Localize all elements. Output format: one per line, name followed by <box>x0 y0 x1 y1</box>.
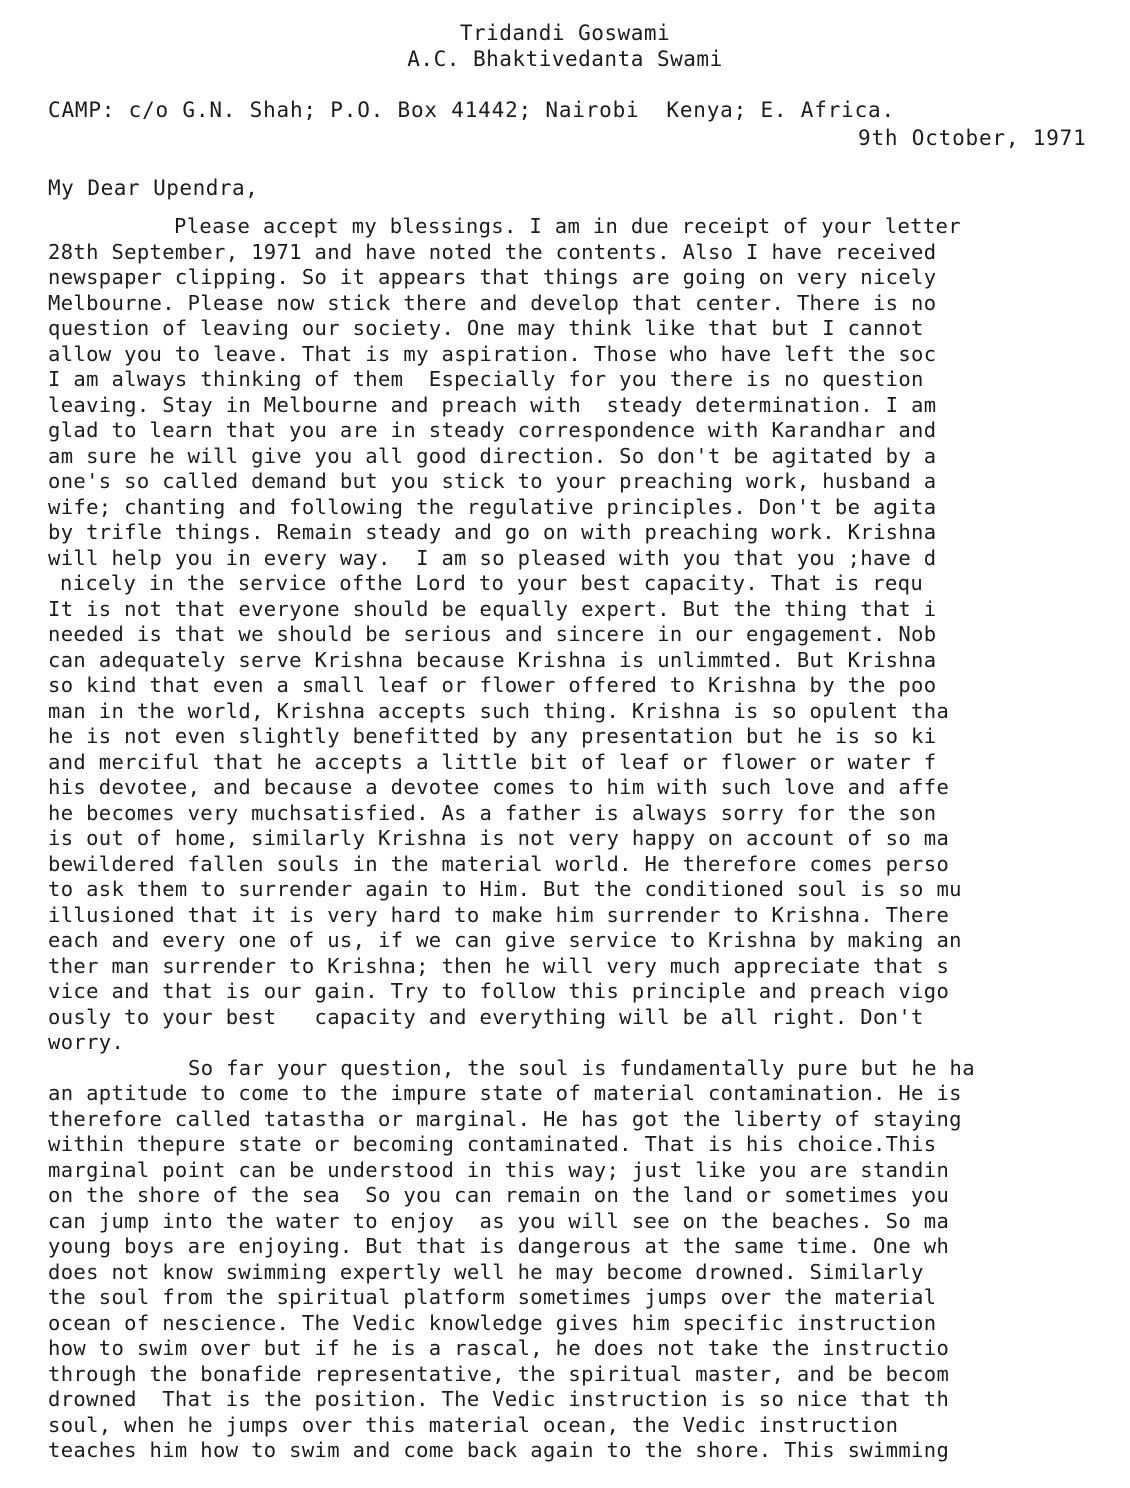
paragraph-line: drowned That is the position. The Vedic instruction is so nice that th <box>48 1387 950 1411</box>
paragraph-line: newspaper clipping. So it appears that things are going on very nicely <box>48 265 937 289</box>
paragraph-line: soul, when he jumps over this material ocean, the Vedic instruction <box>48 1412 899 1437</box>
camp-address: CAMP: c/o G.N. Shah; P.O. Box 41442; Nairobi Kenya; E. Africa. <box>48 98 895 122</box>
paragraph-line: through the bonafide representative, the spiritual master, and be becom <box>48 1361 950 1386</box>
paragraph-line: does not know swimming expertly well he may become drowned. Similarly <box>48 1259 924 1284</box>
paragraph-1 <box>48 214 1130 1056</box>
paragraph-line: his devotee, and because a devotee comes to him with such love and affe <box>48 775 950 799</box>
letterhead <box>0 20 1130 72</box>
paragraph-line: needed is that we should be serious and sincere in our engagement. Nob <box>48 622 937 646</box>
paragraph-line: can adequately serve Krishna because Krishna is unlimmted. But Krishna <box>48 647 937 672</box>
paragraph-line: ocean of nescience. The Vedic knowledge gives him specific instruction <box>48 1310 937 1335</box>
paragraph-line: within thepure state or becoming contaminated. That is his choice.This <box>48 1132 937 1156</box>
paragraph-line: is out of home, similarly Krishna is not very happy on account of so ma <box>48 826 950 850</box>
paragraph-line: will help you in every way. I am so pleased with you that you ;have d <box>48 545 937 570</box>
paragraph-line: 28th September, 1971 and have noted the contents. Also I have received <box>48 239 937 264</box>
paragraph-line: wife; chanting and following the regulative principles. Don't be agita <box>48 494 937 519</box>
paragraph-line: marginal point can be understood in this way; just like you are standin <box>48 1157 950 1182</box>
paragraph-line: an aptitude to come to the impure state of material contamination. He is <box>48 1081 962 1105</box>
letterhead-name: A.C. Bhaktivedanta Swami <box>407 47 723 71</box>
paragraph-line: Please accept my blessings. I am in due receipt of your letter <box>174 214 961 238</box>
paragraph-line: So far your question, the soul is fundamentally pure but he ha <box>188 1055 975 1080</box>
paragraph-line: each and every one of us, if we can give service to Krishna by making an <box>48 928 962 952</box>
paragraph-line: leaving. Stay in Melbourne and preach with steady determination. I am <box>48 392 937 417</box>
paragraph-line: glad to learn that you are in steady correspondence with Karandhar and <box>48 418 937 442</box>
paragraph-line: can jump into the water to enjoy as you will see on the beaches. So ma <box>48 1208 950 1233</box>
paragraph-line: Melbourne. Please now stick there and develop that center. There is no <box>48 290 937 315</box>
paragraph-line: so kind that even a small leaf or flower offered to Krishna by the poo <box>48 673 937 697</box>
paragraph-line: worry. <box>48 1030 125 1054</box>
paragraph-line: question of leaving our society. One may think like that but I cannot <box>48 316 924 340</box>
paragraph-line: ther man surrender to Krishna; then he will very much appreciate that s <box>48 953 950 978</box>
paragraph-line: and merciful that he accepts a little bit of leaf or flower or water f <box>48 749 937 774</box>
paragraph-line: he is not even slightly benefitted by any presentation but he is so ki <box>48 724 937 748</box>
paragraph-line: on the shore of the sea So you can remain on the land or sometimes you <box>48 1183 950 1207</box>
paragraph-line: It is not that everyone should be equally expert. But the thing that i <box>48 596 937 621</box>
paragraph-line: the soul from the spiritual platform sometimes jumps over the material <box>48 1285 937 1309</box>
paragraph-2 <box>48 1056 1130 1464</box>
paragraph-line: ously to your best capacity and everything will be all right. Don't <box>48 1004 924 1029</box>
paragraph-line: nicely in the service ofthe Lord to your best capacity. That is requ <box>60 571 924 595</box>
paragraph-line: how to swim over but if he is a rascal, he does not take the instructio <box>48 1336 950 1360</box>
paragraph-line: one's so called demand but you stick to your preaching work, husband a <box>48 469 937 493</box>
paragraph-line: bewildered fallen souls in the material world. He therefore comes perso <box>48 851 950 876</box>
paragraph-line: therefore called tatastha or marginal. He has got the liberty of staying <box>48 1106 962 1131</box>
paragraph-line: illusioned that it is very hard to make him surrender to Krishna. There <box>48 902 950 927</box>
paragraph-line: by trifle things. Remain steady and go on with preaching work. Krishna <box>48 520 937 544</box>
paragraph-line: I am always thinking of them Especially for you there is no question <box>48 367 924 391</box>
paragraph-line: man in the world, Krishna accepts such thing. Krishna is so opulent tha <box>48 698 950 723</box>
paragraph-line: am sure he will give you all good direction. So don't be agitated by a <box>48 443 937 468</box>
paragraph-line: teaches him how to swim and come back again to the shore. This swimming <box>48 1438 950 1462</box>
salutation: My Dear Upendra, <box>48 176 259 200</box>
paragraph-line: young boys are enjoying. But that is dangerous at the same time. One wh <box>48 1234 950 1258</box>
paragraph-line: allow you to leave. That is my aspiration. Those who have left the soc <box>48 341 937 366</box>
paragraph-line: to ask them to surrender again to Him. But the conditioned soul is so mu <box>48 877 962 901</box>
paragraph-line: he becomes very muchsatisfied. As a father is always sorry for the son <box>48 800 937 825</box>
letterhead-title: Tridandi Goswami <box>459 21 671 45</box>
letter-date: 9th October, 1971 <box>858 126 1087 150</box>
paragraph-line: vice and that is our gain. Try to follow this principle and preach vigo <box>48 979 950 1003</box>
letter-body <box>48 214 1130 1464</box>
